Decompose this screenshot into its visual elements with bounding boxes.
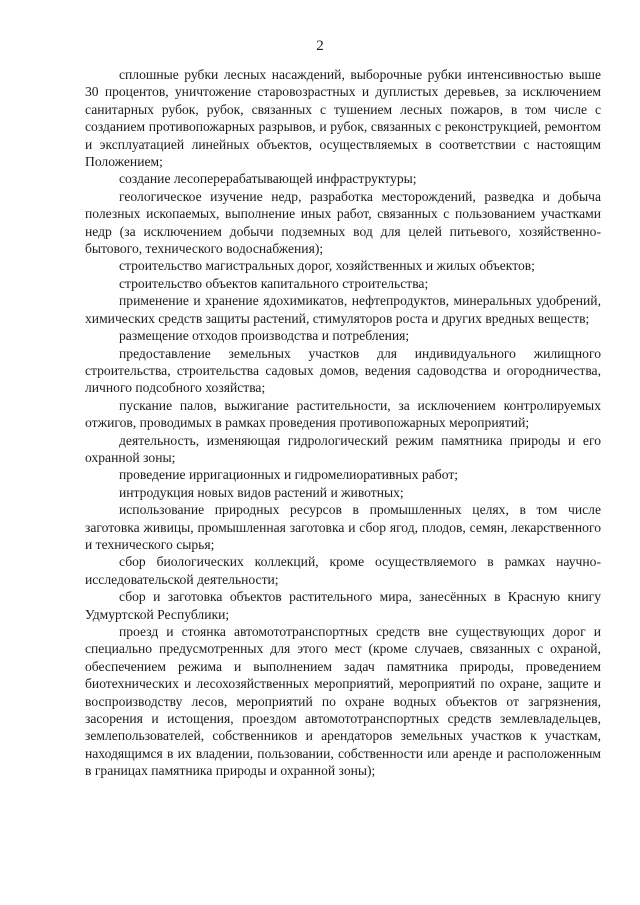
- paragraph: использование природных ресурсов в промышленных целях, в том числе заготовка живицы, промышленная заготовка и сбор ягод, плодов, семян, лекарственного и технического сырья;: [85, 502, 601, 552]
- paragraph: предоставление земельных участков для индивидуального жилищного строительства, строительства садовых домов, ведения садоводства и огородничества, личного подсобного хозяйства;: [85, 345, 601, 396]
- paragraph: строительство магистральных дорог, хозяйственных и жилых объектов;: [119, 258, 535, 274]
- paragraph: сбор биологических коллекций, кроме осуществляемого в рамках научно-исследовательской деятельности;: [85, 554, 601, 587]
- paragraph: строительство объектов капитального строительства;: [119, 275, 429, 291]
- paragraph: проведение ирригационных и гидромелиоративных работ;: [119, 467, 459, 483]
- paragraph: сплошные рубки лесных насаждений, выборочные рубки интенсивностью выше 30 процентов, уничтожение старовозрастных и дуплистых деревьев, за исключением санитарных рубок, рубок, связанных с тушением лесных пожаров, в том числе с созданием противопожарных разрывов, и рубок, связанных с реконструкцией, ремонтом и эксплуатацией линейных объектов, осуществляемых в соответствии с настоящим Положением;: [85, 67, 601, 170]
- paragraph: создание лесоперерабатывающей инфраструктуры;: [119, 171, 417, 187]
- paragraph: пускание палов, выжигание растительности, за исключением контролируемых отжигов, проводимых в рамках проведения противопожарных мероприятий;: [85, 397, 601, 431]
- paragraph: проезд и стоянка автомототранспортных средств вне существующих дорог и специально предусмотренных для этого мест (кроме случаев, связанных с охраной, обеспечением режима и выполнением задач памятника природы, проведением биотехнических и лесохозяйственных мероприятий, мероприятий по охране, защите и воспроизводству лесов, мероприятий по охране водных объектов от загрязнения, засорения и истощения, проездом автомототранспортных средств землевладельцев, землепользователей, собственников и арендаторов земельных участков к участкам, находящимся в их владении, пользовании, собственности или аренде и расположенным в границах памятника природы и охранной зоны);: [85, 624, 601, 779]
- paragraph: сбор и заготовка объектов растительного мира, занесённых в Красную книгу Удмуртской Республики;: [85, 589, 601, 622]
- paragraph: размещение отходов производства и потребления;: [119, 328, 410, 344]
- document-body: [85, 66, 601, 780]
- page-number: 2: [316, 38, 324, 54]
- paragraph: деятельность, изменяющая гидрологический режим памятника природы и его охранной зоны;: [85, 432, 601, 465]
- paragraph: интродукция новых видов растений и животных;: [119, 484, 404, 500]
- paragraph: применение и хранение ядохимикатов, нефтепродуктов, минеральных удобрений, химических средств защиты растений, стимуляторов роста и других вредных веществ;: [85, 293, 601, 326]
- paragraph: геологическое изучение недр, разработка месторождений, разведка и добыча полезных ископаемых, выполнение иных работ, связанных с пользованием участками недр (за исключением добычи подземных вод для целей питьевого, хозяйственно-бытового, технического водоснабжения);: [85, 188, 601, 257]
